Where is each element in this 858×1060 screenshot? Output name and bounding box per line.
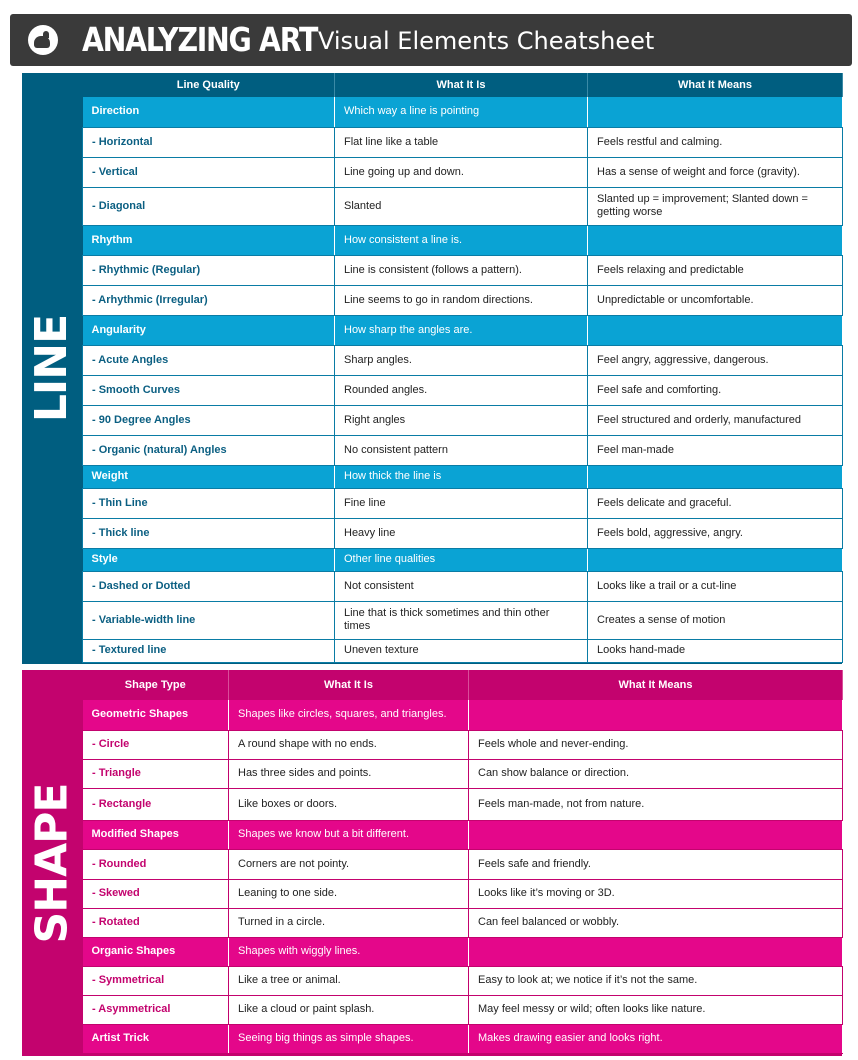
- what-it-is-cell: Like boxes or doors.: [229, 788, 469, 820]
- what-it-means-cell: Can feel balanced or wobbly.: [469, 908, 843, 937]
- quality-cell: - Horizontal: [83, 127, 335, 157]
- table-row: [83, 849, 843, 879]
- what-it-means-cell: Feel structured and orderly, manufactured: [588, 405, 843, 435]
- what-it-is-cell: Heavy line: [335, 518, 588, 548]
- category-row: [83, 97, 843, 127]
- quality-cell: Weight: [83, 465, 335, 488]
- category-row: [83, 700, 843, 730]
- quality-cell: - Symmetrical: [83, 966, 229, 995]
- what-it-means-cell: May feel messy or wild; often looks like nature.: [469, 995, 843, 1024]
- what-it-is-cell: Flat line like a table: [335, 127, 588, 157]
- category-row: [83, 1024, 843, 1053]
- table-row: [83, 255, 843, 285]
- what-it-means-cell: Feels bold, aggressive, angry.: [588, 518, 843, 548]
- what-it-means-cell: Creates a sense of motion: [588, 601, 843, 639]
- what-it-is-cell: How thick the line is: [335, 465, 588, 488]
- quality-cell: - Vertical: [83, 157, 335, 187]
- what-it-is-cell: Fine line: [335, 488, 588, 518]
- what-it-is-cell: Line is consistent (follows a pattern).: [335, 255, 588, 285]
- table-row: [83, 375, 843, 405]
- shape-side-label: [22, 670, 82, 1056]
- what-it-means-cell: [588, 315, 843, 345]
- shape-table: [82, 670, 843, 1054]
- quality-cell: Modified Shapes: [83, 820, 229, 849]
- quality-cell: - 90 Degree Angles: [83, 405, 335, 435]
- what-it-means-cell: [588, 225, 843, 255]
- what-it-is-cell: Right angles: [335, 405, 588, 435]
- what-it-is-cell: Uneven texture: [335, 639, 588, 662]
- what-it-means-cell: Has a sense of weight and force (gravity).: [588, 157, 843, 187]
- what-it-means-cell: Looks like a trail or a cut-line: [588, 571, 843, 601]
- shape-label-text: SHAPE: [26, 783, 78, 943]
- table-row: [83, 879, 843, 908]
- what-it-means-cell: Easy to look at; we notice if it’s not the same.: [469, 966, 843, 995]
- table-header-row: [83, 670, 843, 700]
- what-it-means-cell: Feel man-made: [588, 435, 843, 465]
- table-header-row: [83, 73, 843, 97]
- table-row: [83, 435, 843, 465]
- table-row: [83, 405, 843, 435]
- quality-cell: - Arhythmic (Irregular): [83, 285, 335, 315]
- category-row: [83, 937, 843, 966]
- what-it-means-cell: [469, 700, 843, 730]
- table-row: [83, 788, 843, 820]
- what-it-means-cell: Unpredictable or uncomfortable.: [588, 285, 843, 315]
- what-it-is-cell: Not consistent: [335, 571, 588, 601]
- quality-cell: - Triangle: [83, 759, 229, 788]
- quality-cell: Organic Shapes: [83, 937, 229, 966]
- what-it-is-cell: Which way a line is pointing: [335, 97, 588, 127]
- quality-cell: Style: [83, 548, 335, 571]
- what-it-is-cell: Rounded angles.: [335, 375, 588, 405]
- what-it-is-cell: Has three sides and points.: [229, 759, 469, 788]
- what-it-is-cell: Shapes with wiggly lines.: [229, 937, 469, 966]
- what-it-means-cell: Feel safe and comforting.: [588, 375, 843, 405]
- table-row: [83, 639, 843, 662]
- table-row: [83, 908, 843, 937]
- column-header: What It Means: [469, 670, 843, 700]
- table-row: [83, 187, 843, 225]
- what-it-means-cell: Feels safe and friendly.: [469, 849, 843, 879]
- what-it-means-cell: Feel angry, aggressive, dangerous.: [588, 345, 843, 375]
- what-it-is-cell: Slanted: [335, 187, 588, 225]
- what-it-means-cell: Looks hand-made: [588, 639, 843, 662]
- what-it-means-cell: [588, 548, 843, 571]
- what-it-is-cell: Turned in a circle.: [229, 908, 469, 937]
- header-bar: [10, 14, 852, 66]
- what-it-is-cell: Shapes like circles, squares, and triangles.: [229, 700, 469, 730]
- category-row: [83, 820, 843, 849]
- what-it-is-cell: Line going up and down.: [335, 157, 588, 187]
- category-row: [83, 315, 843, 345]
- what-it-means-cell: Makes drawing easier and looks right.: [469, 1024, 843, 1053]
- line-label-text: LINE: [26, 314, 78, 423]
- quality-cell: - Skewed: [83, 879, 229, 908]
- what-it-means-cell: Feels man-made, not from nature.: [469, 788, 843, 820]
- what-it-is-cell: Shapes we know but a bit different.: [229, 820, 469, 849]
- cat-head-icon: [28, 25, 58, 55]
- quality-cell: - Thin Line: [83, 488, 335, 518]
- what-it-means-cell: Feels delicate and graceful.: [588, 488, 843, 518]
- what-it-means-cell: [588, 97, 843, 127]
- what-it-means-cell: [469, 937, 843, 966]
- what-it-is-cell: A round shape with no ends.: [229, 730, 469, 759]
- page-subtitle: Visual Elements Cheatsheet: [318, 27, 655, 55]
- table-row: [83, 488, 843, 518]
- category-row: [83, 465, 843, 488]
- what-it-is-cell: How consistent a line is.: [335, 225, 588, 255]
- table-row: [83, 759, 843, 788]
- what-it-means-cell: [469, 820, 843, 849]
- table-row: [83, 127, 843, 157]
- table-row: [83, 995, 843, 1024]
- quality-cell: - Organic (natural) Angles: [83, 435, 335, 465]
- quality-cell: Rhythm: [83, 225, 335, 255]
- quality-cell: - Diagonal: [83, 187, 335, 225]
- line-side-label: [22, 73, 82, 664]
- what-it-is-cell: Line that is thick sometimes and thin other times: [335, 601, 588, 639]
- quality-cell: Geometric Shapes: [83, 700, 229, 730]
- column-header: Shape Type: [83, 670, 229, 700]
- what-it-is-cell: Sharp angles.: [335, 345, 588, 375]
- quality-cell: - Rotated: [83, 908, 229, 937]
- what-it-is-cell: Seeing big things as simple shapes.: [229, 1024, 469, 1053]
- what-it-means-cell: [588, 465, 843, 488]
- what-it-is-cell: No consistent pattern: [335, 435, 588, 465]
- quality-cell: - Textured line: [83, 639, 335, 662]
- quality-cell: - Rounded: [83, 849, 229, 879]
- quality-cell: - Smooth Curves: [83, 375, 335, 405]
- quality-cell: - Circle: [83, 730, 229, 759]
- what-it-is-cell: Line seems to go in random directions.: [335, 285, 588, 315]
- quality-cell: - Rectangle: [83, 788, 229, 820]
- quality-cell: - Thick line: [83, 518, 335, 548]
- category-row: [83, 548, 843, 571]
- what-it-is-cell: Like a tree or animal.: [229, 966, 469, 995]
- what-it-means-cell: Can show balance or direction.: [469, 759, 843, 788]
- line-table: [82, 73, 843, 663]
- table-row: [83, 518, 843, 548]
- what-it-means-cell: Slanted up = improvement; Slanted down = getting worse: [588, 187, 843, 225]
- table-row: [83, 966, 843, 995]
- what-it-is-cell: Leaning to one side.: [229, 879, 469, 908]
- what-it-is-cell: Like a cloud or paint splash.: [229, 995, 469, 1024]
- table-row: [83, 571, 843, 601]
- category-row: [83, 225, 843, 255]
- what-it-is-cell: Other line qualities: [335, 548, 588, 571]
- what-it-is-cell: Corners are not pointy.: [229, 849, 469, 879]
- table-row: [83, 285, 843, 315]
- quality-cell: - Rhythmic (Regular): [83, 255, 335, 285]
- column-header: What It Is: [335, 73, 588, 97]
- what-it-means-cell: Feels restful and calming.: [588, 127, 843, 157]
- quality-cell: - Dashed or Dotted: [83, 571, 335, 601]
- quality-cell: Artist Trick: [83, 1024, 229, 1053]
- quality-cell: - Variable-width line: [83, 601, 335, 639]
- table-row: [83, 157, 843, 187]
- brand-title: ANALYZING ART: [82, 20, 318, 59]
- quality-cell: Angularity: [83, 315, 335, 345]
- column-header: What It Is: [229, 670, 469, 700]
- quality-cell: - Asymmetrical: [83, 995, 229, 1024]
- quality-cell: - Acute Angles: [83, 345, 335, 375]
- table-row: [83, 601, 843, 639]
- what-it-is-cell: How sharp the angles are.: [335, 315, 588, 345]
- what-it-means-cell: Feels whole and never-ending.: [469, 730, 843, 759]
- what-it-means-cell: Feels relaxing and predictable: [588, 255, 843, 285]
- column-header: What It Means: [588, 73, 843, 97]
- column-header: Line Quality: [83, 73, 335, 97]
- quality-cell: Direction: [83, 97, 335, 127]
- table-row: [83, 345, 843, 375]
- shape-section: [22, 670, 842, 1056]
- what-it-means-cell: Looks like it’s moving or 3D.: [469, 879, 843, 908]
- table-row: [83, 730, 843, 759]
- line-section: [22, 73, 842, 664]
